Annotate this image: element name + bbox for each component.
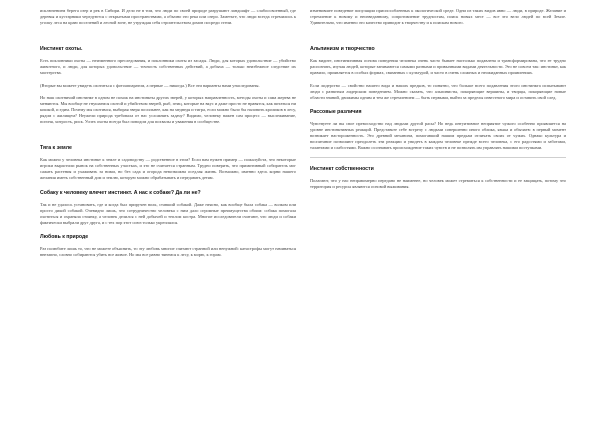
mountains-paragraph-2: Если лидерство — свойство нашего вида и наших предков, то понятно, что больше всего подавления этого инстинкта испытывают люди с развитым лидерским поведением. Можно сказать, что альпинисты, покоряющие вершины, и творцы, покоряющие новые области знаний, движимы одним и тем же стремлением — быть первыми, выйти за пределы известного мира и оставить свой след. [310, 82, 566, 100]
land-paragraph-1: Как можно у человека инстинкт к земле и садоводству — родственное в этом? Если вам нужен пример — пожалуйста, что некоторые игроки вырастили рынок на собственных участках, и это не считается странным. Трудно поверить, что примитивный собиратель мог сажать растения и ухаживать за ними, но без сада и огорода невозможна оседлая жизнь. Возможно, именно здесь корни нашего желания иметь собственный дом и землю, которую можно обрабатывать и передавать детям. [40, 157, 296, 181]
section-heading-race: Рассовые различия [310, 108, 362, 115]
dog-paragraph: Так и не удалось установить, где и когда был приручен волк, ставший собакой. Даже неясно, как вообще была собака — волком или просто дикой собакой. Очевидно лишь, что сотрудничество человека с ним дало огромные преимущества обоим: собака помогала охотиться и охраняла стоянку, а человек делился с ней добычей и теплом костра. Многие исследователи считают, что люди и собаки фактически выбрали друг друга, и с тех пор этот союз только укреплялся. [40, 201, 296, 225]
hunting-paragraph-2: (Вторые вы можете увидеть охотиться с фотоаппаратом, а первые — никогда.) Все эти варианты нами унаследованы. [40, 82, 260, 88]
subheading-nature: Любовь к природе [40, 233, 89, 240]
right-column [310, 8, 566, 197]
section-heading-land: Тяга к земле [40, 145, 72, 152]
subheading-dog: Собаку к человеку влечет инстинкт. А нас к собаке? Да ли не? [40, 189, 201, 196]
section-heading-mountains: Альпинизм и творчество [310, 46, 375, 53]
right-intro-paragraph: изменившее поведение популяции приспособленных к экологической среде. Одни из таких видов явно — люди, в природе. Желание и стремление к новому и неизведанному, сопротивление трудностям, поиск новых мест — все это вело людей по всей Земле. Удивительно, что именно это качество приводит к творчеству и к поискам нового. [310, 8, 566, 26]
intro-paragraph: исключением берега озер и рек в Сибири. И дело не в том, что люди по своей природе разрушают ландшафт — слабоосвоенный, где деревья и кустарники чередуются с открытыми пространствами, а обычно это река или озеро. Заметьте, что люди всегда стремились к уголку леса на краю поселений и лесной зоне, не утруждая себя строительством домов посреди степи. [40, 8, 296, 26]
left-column [40, 8, 296, 264]
property-paragraph: Полагают, что у нас неправомерно передано не наименее, но человек может стремиться к собственности и ее защищать, потому что территория и ресурсы являются основой выживания. [310, 178, 566, 190]
section-heading-property: Инстинкт собственности [310, 166, 374, 173]
section-divider [310, 157, 566, 158]
mountains-paragraph-1: Как видите, инстинктивная основа поведения человека очень часто бывает настолько подавлена и трансформирована, что ее трудно распознать, изучая людей, которые занимаются самыми разными и привычными видами деятельности. Это не совсем так: инстинкт, как правило, проявляется в особых формах, связанных с культурой, и часто в очень сложных и неожиданных проявлениях. [310, 58, 566, 76]
nature-paragraph: Раз полюбите лишь то, что не можете объяснить, то эту любовь многие считают странной или ненужной: катастрофы могут начинаться внезапно, словно собираются убить все живое. Но мы все равно тянемся к лесу, к морю, к горам. [40, 245, 296, 257]
hunting-paragraph-3: Но наш охотничий инстинкт в одном не похож на инстинкты других зверей, у которых направленность, методы охоты и сама жертва не меняются. Мы вообще не гнушаемся охотой и убийством зверей, рыб, птиц, которые на вкус и даже просто не нравятся, как питаться ни кошкой, и едим. Почему мы охотимся, выбирая зверя посильнее, как на медведя и тигра, если можно было бы наловить кроликов в лесу, рядом с жилищем? Неужели природа требовала от нас усложнять задачу? Видимо, человеку важен сам процесс — выслеживание, погоня, хитрость, риск. Успех охоты всегда был поводом для похвалы и уважения в сообществе. [40, 94, 296, 125]
section-heading-hunting: Инстинкт охоты. [40, 46, 83, 53]
race-paragraph: Чувствуете ли вы свое превосходство над людьми другой расы? Но ведь интуитивное неприятие чужого особенно проявляется на уровне инстинктивных реакций. Представьте себе встречу с людьми совершенно иного облика, языка и обычаев: в первый момент возникает настороженность. Это древний механизм, помогавший нашим предкам отличать своих от чужих. Однако культура и воспитание позволяют преодолеть эти реакции и увидеть в каждом человеке прежде всего человека, с его радостями и заботами, талантами и слабостями. Важно осознавать происхождение таких чувств и не позволять им управлять нашими поступками. [310, 120, 566, 151]
hunting-paragraph-1: Есть поклонники охоты — неизменного преследования, и поклонники охоты из засады. Люди, для которых удовольствие — убийство животного, и люди, для которых удовольствие — точность собственных действий, а добыча — только неизбежное следствие их мастерства. [40, 58, 296, 76]
